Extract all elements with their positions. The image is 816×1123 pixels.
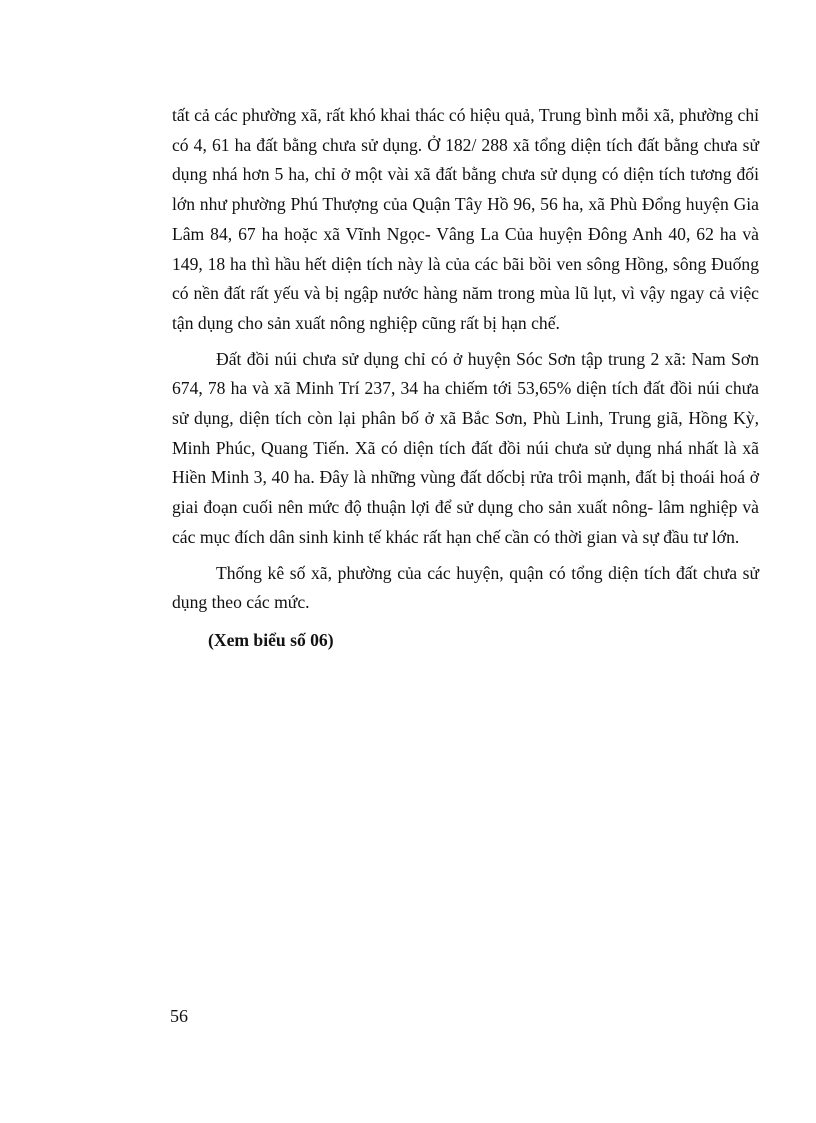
page-number: 56 [170,1006,188,1026]
paragraph-bare-land: tất cả các phường xã, rất khó khai thác có hiệu quả, Trung bình mỗi xã, phường chỉ có 4, 61 ha đất bằng chưa sử dụng. Ở 182/ 288 xã tổng diện tích đất bằng chưa sử dụng nhá hơn 5 ha, chỉ ở một vài xã đất bằng chưa sử dụng có diện tích tương đối lớn như phường Phú Thượng của Quận Tây Hồ 96, 56 ha, xã Phù Đổng huyện Gia Lâm 84, 67 ha hoặc xã Vĩnh Ngọc- Vâng La Của huyện Đông Anh 40, 62 ha và 149, 18 ha thì hầu hết diện tích này là của các bãi bồi ven sông Hồng, sông Đuống có nền đất rất yếu và bị ngập nước hàng năm trong mùa lũ lụt, vì vậy ngay cả việc tận dụng cho sản xuất nông nghiệp cũng rất bị hạn chế. [172,105,759,333]
table-reference: (Xem biểu số 06) [208,629,334,650]
body-text [172,101,759,656]
paragraph-hill-land: Đất đồi núi chưa sử dụng chỉ có ở huyện Sóc Sơn tập trung 2 xã: Nam Sơn 674, 78 ha và xã Minh Trí 237, 34 ha chiếm tới 53,65% diện tích đất đồi núi chưa sử dụng, diện tích còn lại phân bố ở xã Bắc Sơn, Phù Linh, Trung giã, Hồng Kỳ, Minh Phúc, Quang Tiến. Xã có diện tích đất đồi núi chưa sử dụng nhá nhất là xã Hiền Minh 3, 40 ha. Đây là những vùng đất dốcbị rửa trôi mạnh, đất bị thoái hoá ở giai đoạn cuối nên mức độ thuận lợi để sử dụng cho sản xuất nông- lâm nghiệp và các mục đích dân sinh kinh tế khác rất hạn chế cần có thời gian và sự đầu tư lớn. [172,348,759,547]
paragraph-statistics: Thống kê số xã, phường của các huyện, quận có tổng diện tích đất chưa sử dụng theo các mức. [172,562,759,613]
